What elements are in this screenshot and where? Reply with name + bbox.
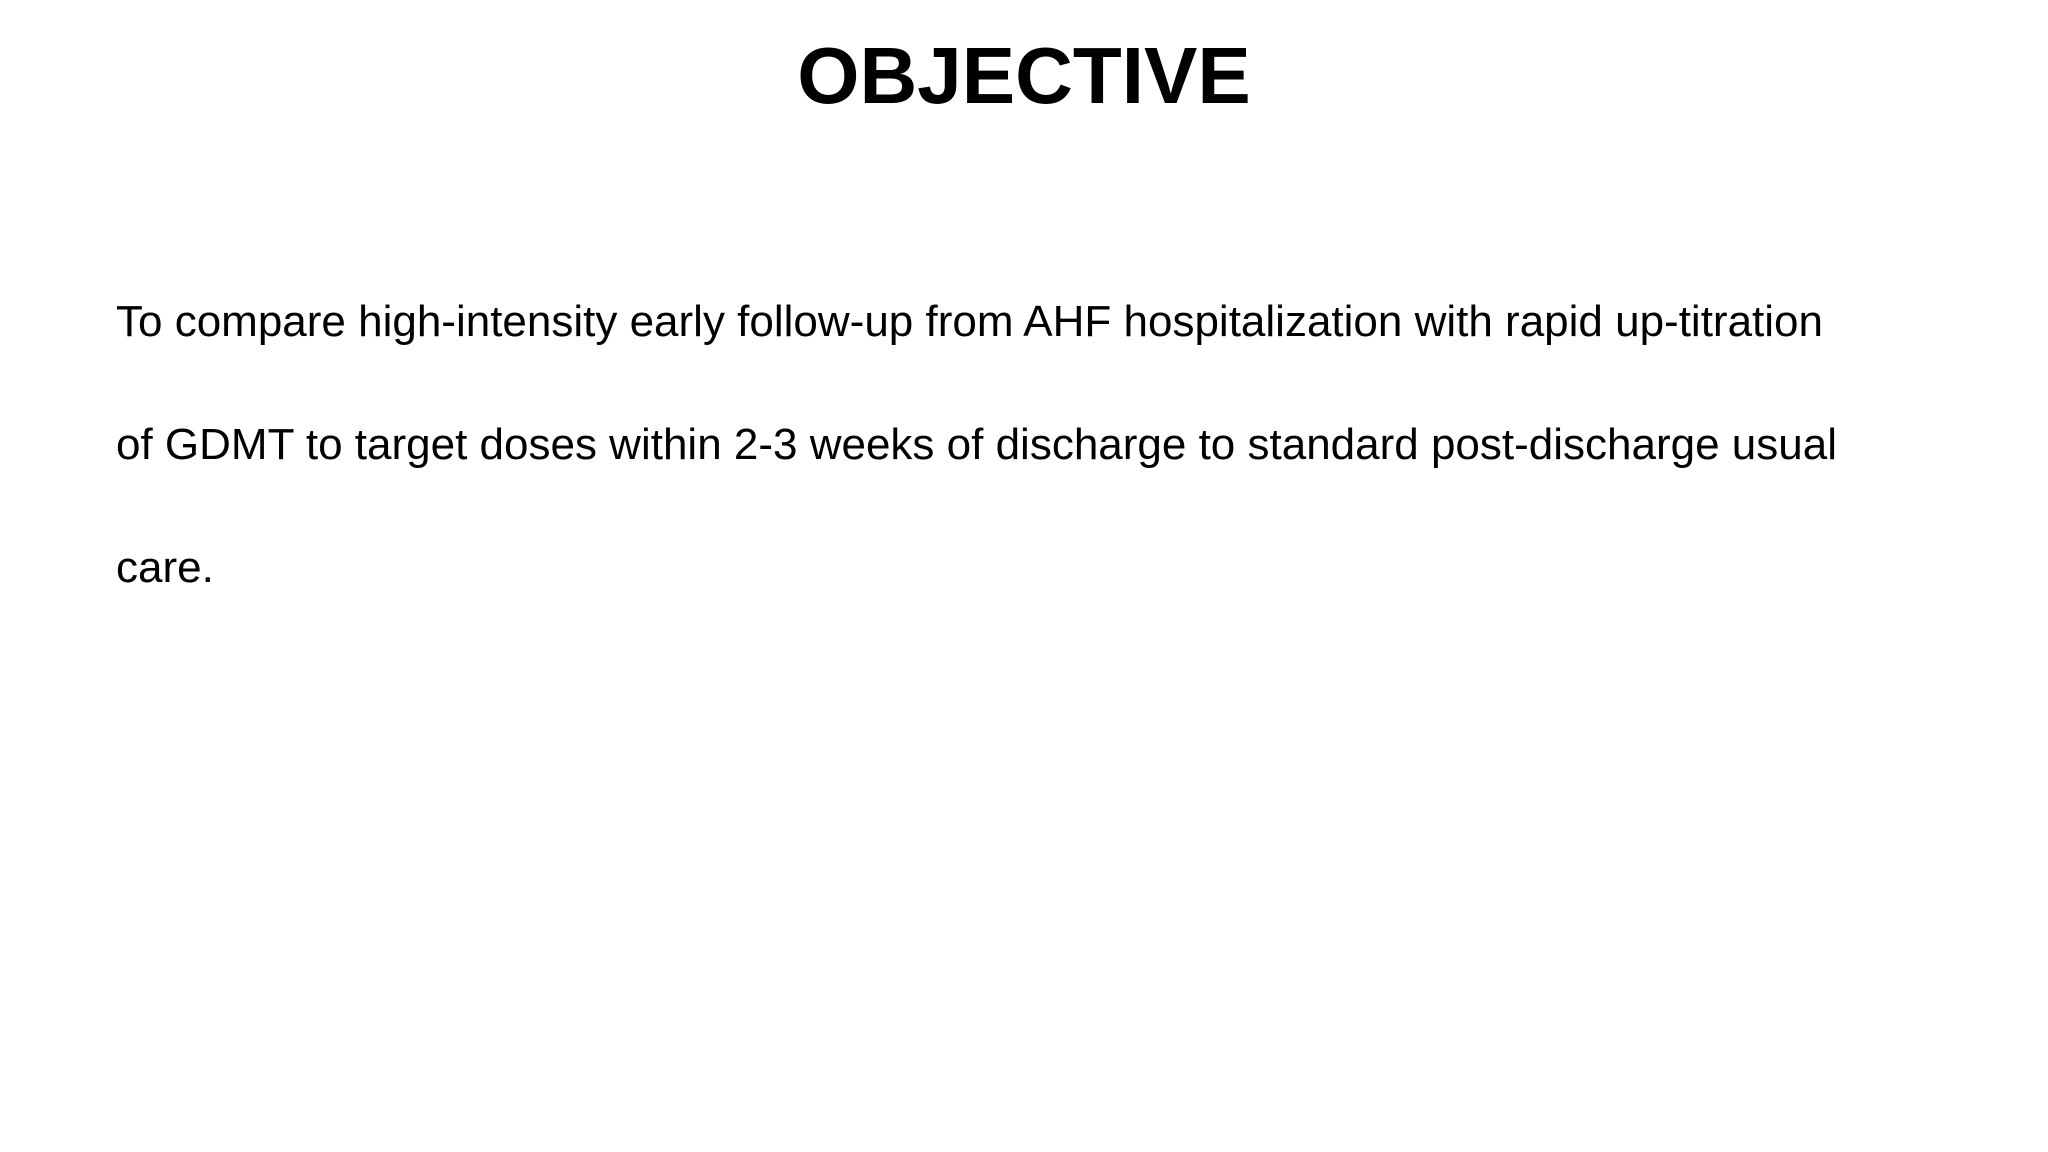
slide-title: OBJECTIVE xyxy=(797,31,1251,120)
body-line-2: of GDMT to target doses within 2-3 weeks of discharge to standard post-discharge usual xyxy=(116,420,1837,469)
body-line-3: care. xyxy=(116,543,214,592)
slide-body xyxy=(116,260,1996,629)
body-line-1: To compare high-intensity early follow-up from AHF hospitalization with rapid up-titration xyxy=(116,297,1823,346)
